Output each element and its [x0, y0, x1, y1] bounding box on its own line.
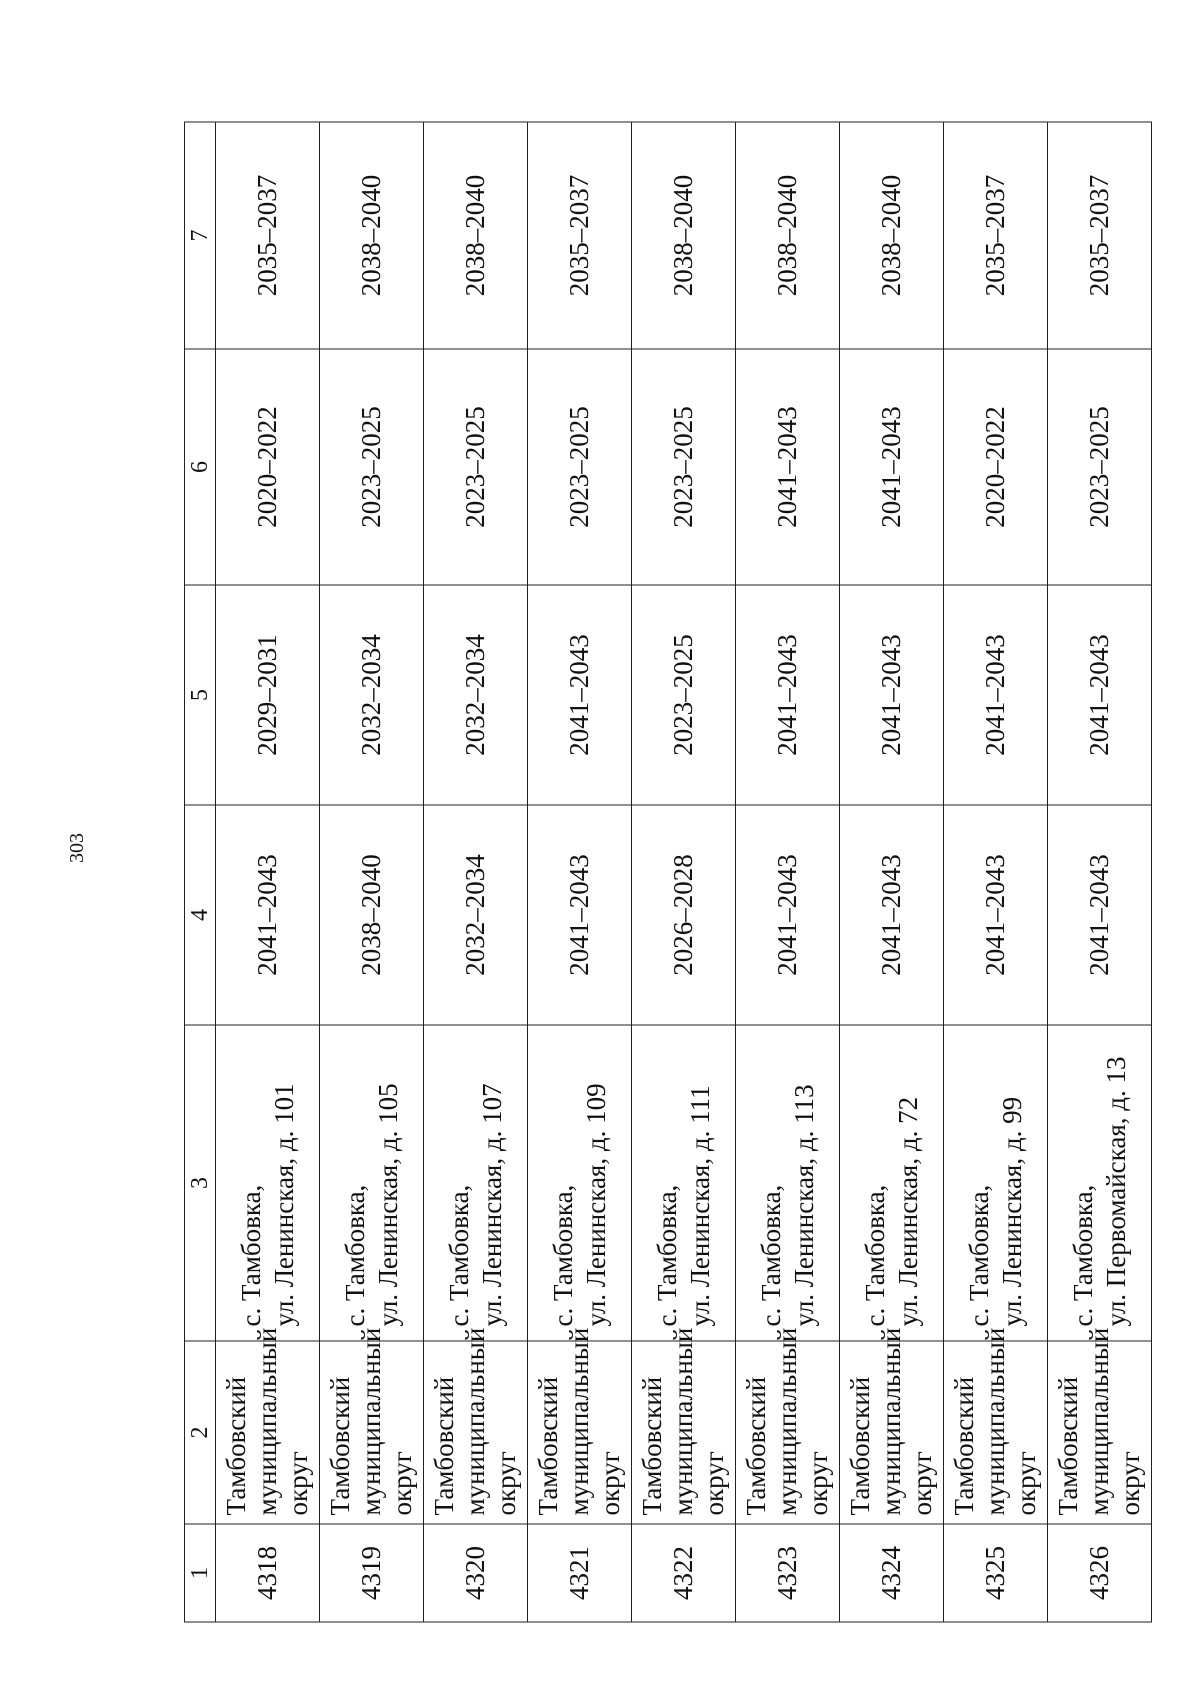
- row-number-cell: 4319: [320, 1524, 424, 1622]
- district-cell: [216, 1327, 320, 1524]
- address-cell: [320, 1025, 424, 1341]
- row-number-cell: 4322: [632, 1524, 736, 1622]
- district-line: муниципальный: [980, 1327, 1010, 1516]
- address-line: ул. Первомайская, д. 13: [1100, 1056, 1131, 1327]
- district-line: муниципальный: [460, 1327, 490, 1516]
- district-line: округ: [699, 1451, 729, 1516]
- address-line: ул. Ленинская, д. 109: [580, 1083, 611, 1327]
- period-cell-c5: 2041–2043: [840, 585, 944, 805]
- period-cell-c7: 2038–2040: [424, 122, 528, 349]
- column-header: 6: [185, 349, 216, 585]
- period-cell-c5: 2041–2043: [528, 585, 632, 805]
- period-cell-c5: 2041–2043: [944, 585, 1048, 805]
- table-row: [1048, 122, 1152, 1622]
- district-cell: [528, 1327, 632, 1524]
- row-number-cell: 4326: [1048, 1524, 1152, 1622]
- column-header: 3: [185, 1025, 216, 1341]
- address-line: ул. Ленинская, д. 111: [684, 1085, 715, 1327]
- period-cell-c4: 2026–2028: [632, 805, 736, 1025]
- page-number: 303: [66, 833, 88, 863]
- data-table: [184, 122, 1152, 1623]
- district-cell: [840, 1327, 944, 1524]
- period-cell-c4: 2041–2043: [1048, 805, 1152, 1025]
- period-cell-c4: 2041–2043: [528, 805, 632, 1025]
- district-cell: [1048, 1327, 1152, 1524]
- district-line: Тамбовский: [637, 1376, 667, 1516]
- address-cell: [944, 1025, 1048, 1341]
- period-cell-c5: 2029–2031: [216, 585, 320, 805]
- column-header-row: [185, 122, 216, 1622]
- period-cell-c6: 2023–2025: [632, 349, 736, 585]
- district-line: Тамбовский: [1053, 1376, 1083, 1516]
- period-cell-c4: 2038–2040: [320, 805, 424, 1025]
- period-cell-c6: 2041–2043: [736, 349, 840, 585]
- table-row: [320, 122, 424, 1622]
- period-cell-c5: 2041–2043: [736, 585, 840, 805]
- period-cell-c7: 2035–2037: [216, 122, 320, 349]
- table-row: [944, 122, 1048, 1622]
- district-line: Тамбовский: [949, 1376, 979, 1516]
- address-line: с. Тамбовка,: [235, 1184, 266, 1327]
- district-line: муниципальный: [876, 1327, 906, 1516]
- district-line: округ: [387, 1451, 417, 1516]
- period-cell-c5: 2032–2034: [320, 585, 424, 805]
- period-cell-c6: 2020–2022: [216, 349, 320, 585]
- period-cell-c6: 2023–2025: [424, 349, 528, 585]
- district-line: Тамбовский: [429, 1376, 459, 1516]
- row-number-cell: 4324: [840, 1524, 944, 1622]
- address-cell: [1048, 1025, 1152, 1341]
- address-line: ул. Ленинская, д. 105: [372, 1083, 403, 1327]
- period-cell-c6: 2023–2025: [528, 349, 632, 585]
- table-row: [632, 122, 736, 1622]
- district-line: Тамбовский: [741, 1376, 771, 1516]
- address-line: с. Тамбовка,: [859, 1184, 890, 1327]
- table-row: [840, 122, 944, 1622]
- address-cell: [736, 1025, 840, 1341]
- address-line: ул. Ленинская, д. 72: [892, 1096, 923, 1327]
- address-line: с. Тамбовка,: [651, 1184, 682, 1327]
- row-number-cell: 4318: [216, 1524, 320, 1622]
- district-line: Тамбовский: [325, 1376, 355, 1516]
- district-line: округ: [595, 1451, 625, 1516]
- period-cell-c6: 2023–2025: [320, 349, 424, 585]
- district-line: Тамбовский: [845, 1376, 875, 1516]
- table-body: [216, 122, 1152, 1622]
- row-number-cell: 4325: [944, 1524, 1048, 1622]
- district-cell: [320, 1327, 424, 1524]
- table-row: [528, 122, 632, 1622]
- period-cell-c7: 2035–2037: [944, 122, 1048, 349]
- address-line: с. Тамбовка,: [755, 1184, 786, 1327]
- address-line: ул. Ленинская, д. 101: [268, 1083, 299, 1327]
- row-number-cell: 4321: [528, 1524, 632, 1622]
- district-cell: [736, 1327, 840, 1524]
- period-cell-c7: 2038–2040: [320, 122, 424, 349]
- period-cell-c7: 2038–2040: [736, 122, 840, 349]
- address-line: с. Тамбовка,: [443, 1184, 474, 1327]
- district-line: округ: [491, 1451, 521, 1516]
- district-line: муниципальный: [668, 1327, 698, 1516]
- address-line: ул. Ленинская, д. 107: [476, 1083, 507, 1327]
- district-cell: [944, 1327, 1048, 1524]
- district-line: Тамбовский: [221, 1376, 251, 1516]
- district-line: муниципальный: [252, 1327, 282, 1516]
- period-cell-c6: 2023–2025: [1048, 349, 1152, 585]
- district-line: округ: [1115, 1451, 1145, 1516]
- period-cell-c4: 2041–2043: [840, 805, 944, 1025]
- address-line: с. Тамбовка,: [1067, 1184, 1098, 1327]
- district-line: округ: [1011, 1451, 1041, 1516]
- address-cell: [840, 1025, 944, 1341]
- column-header: 5: [185, 585, 216, 805]
- address-cell: [216, 1025, 320, 1341]
- district-line: округ: [803, 1451, 833, 1516]
- district-line: муниципальный: [772, 1327, 802, 1516]
- column-header: 2: [185, 1341, 216, 1524]
- address-line: с. Тамбовка,: [963, 1184, 994, 1327]
- period-cell-c4: 2041–2043: [944, 805, 1048, 1025]
- period-cell-c6: 2041–2043: [840, 349, 944, 585]
- period-cell-c5: 2023–2025: [632, 585, 736, 805]
- address-line: ул. Ленинская, д. 113: [788, 1084, 819, 1327]
- district-line: муниципальный: [1084, 1327, 1114, 1516]
- period-cell-c7: 2038–2040: [632, 122, 736, 349]
- period-cell-c7: 2035–2037: [1048, 122, 1152, 349]
- address-cell: [528, 1025, 632, 1341]
- district-line: Тамбовский: [533, 1376, 563, 1516]
- address-cell: [632, 1025, 736, 1341]
- table-row: [216, 122, 320, 1622]
- address-line: с. Тамбовка,: [339, 1184, 370, 1327]
- district-line: муниципальный: [564, 1327, 594, 1516]
- district-line: округ: [907, 1451, 937, 1516]
- period-cell-c5: 2032–2034: [424, 585, 528, 805]
- column-header: 7: [185, 122, 216, 349]
- table-row: [736, 122, 840, 1622]
- table-row: [424, 122, 528, 1622]
- district-line: муниципальный: [356, 1327, 386, 1516]
- column-header: 4: [185, 805, 216, 1025]
- period-cell-c7: 2035–2037: [528, 122, 632, 349]
- period-cell-c4: 2032–2034: [424, 805, 528, 1025]
- period-cell-c4: 2041–2043: [216, 805, 320, 1025]
- address-line: ул. Ленинская, д. 99: [996, 1096, 1027, 1327]
- column-header: 1: [185, 1524, 216, 1622]
- address-cell: [424, 1025, 528, 1341]
- period-cell-c5: 2041–2043: [1048, 585, 1152, 805]
- row-number-cell: 4320: [424, 1524, 528, 1622]
- address-line: с. Тамбовка,: [547, 1184, 578, 1327]
- district-cell: [424, 1327, 528, 1524]
- district-cell: [632, 1327, 736, 1524]
- period-cell-c4: 2041–2043: [736, 805, 840, 1025]
- period-cell-c6: 2020–2022: [944, 349, 1048, 585]
- district-line: округ: [283, 1451, 313, 1516]
- row-number-cell: 4323: [736, 1524, 840, 1622]
- period-cell-c7: 2038–2040: [840, 122, 944, 349]
